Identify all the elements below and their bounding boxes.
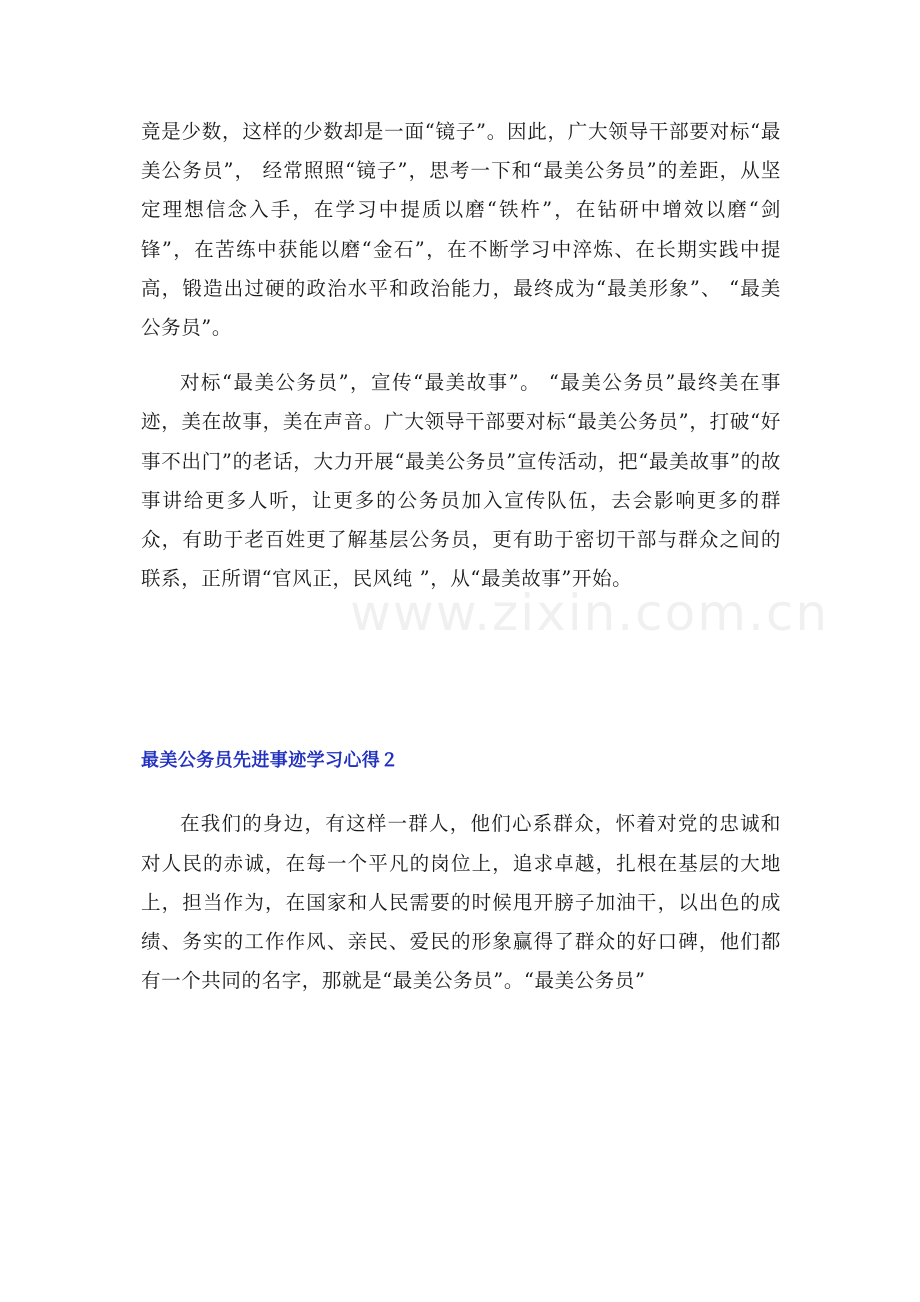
section-heading: 最美公务员先进事迹学习心得２	[141, 750, 399, 772]
section-spacer	[141, 598, 781, 746]
document-page	[141, 112, 781, 1000]
paragraph-3: 在我们的身边，有这样一群人，他们心系群众，怀着对党的忠诚和对人民的赤诚，在每一个平凡的岗位上，追求卓越，扎根在基层的大地上，担当作为，在国家和人民需要的时候甩开膀子加油干，以出色的成绩、务实的工作作风、亲民、爱民的形象赢得了群众的好口碑，他们都有一个共同的名字，那就是“最美公务员”。“最美公务员”	[141, 812, 781, 993]
paragraph-1: 竟是少数，这样的少数却是一面“镜子”。因此，广大领导干部要对标“最美公务员”， 经常照照“镜子”，思考一下和“最美公务员”的差距，从坚定理想信念入手，在学习中提质以磨“铁杵”，在钻研中增效以磨“剑锋”，在苦练中获能以磨“金石”，在不断学习中淬炼、在长期实践中提高，锻造出过硬的政治水平和政治能力，最终成为“最美形象”、 “最美公务员”。	[141, 120, 781, 340]
heading-spacer	[141, 776, 781, 804]
paragraph-2: 对标“最美公务员”，宣传“最美故事”。 “最美公务员”最终美在事迹，美在故事，美在声音。广大领导干部要对标“最美公务员”，打破“好事不出门”的老话，大力开展“最美公务员”宣传活动，把“最美故事”的故事讲给更多人听，让更多的公务员加入宣传队伍，去会影响更多的群众，有助于老百姓更了解基层公务员，更有助于密切干部与群众之间的联系，正所谓“官风正，民风纯 ”，从“最美故事”开始。	[141, 371, 781, 591]
paragraph-spacer	[141, 347, 781, 363]
watermark: www.zixin.com.cn	[350, 584, 830, 642]
